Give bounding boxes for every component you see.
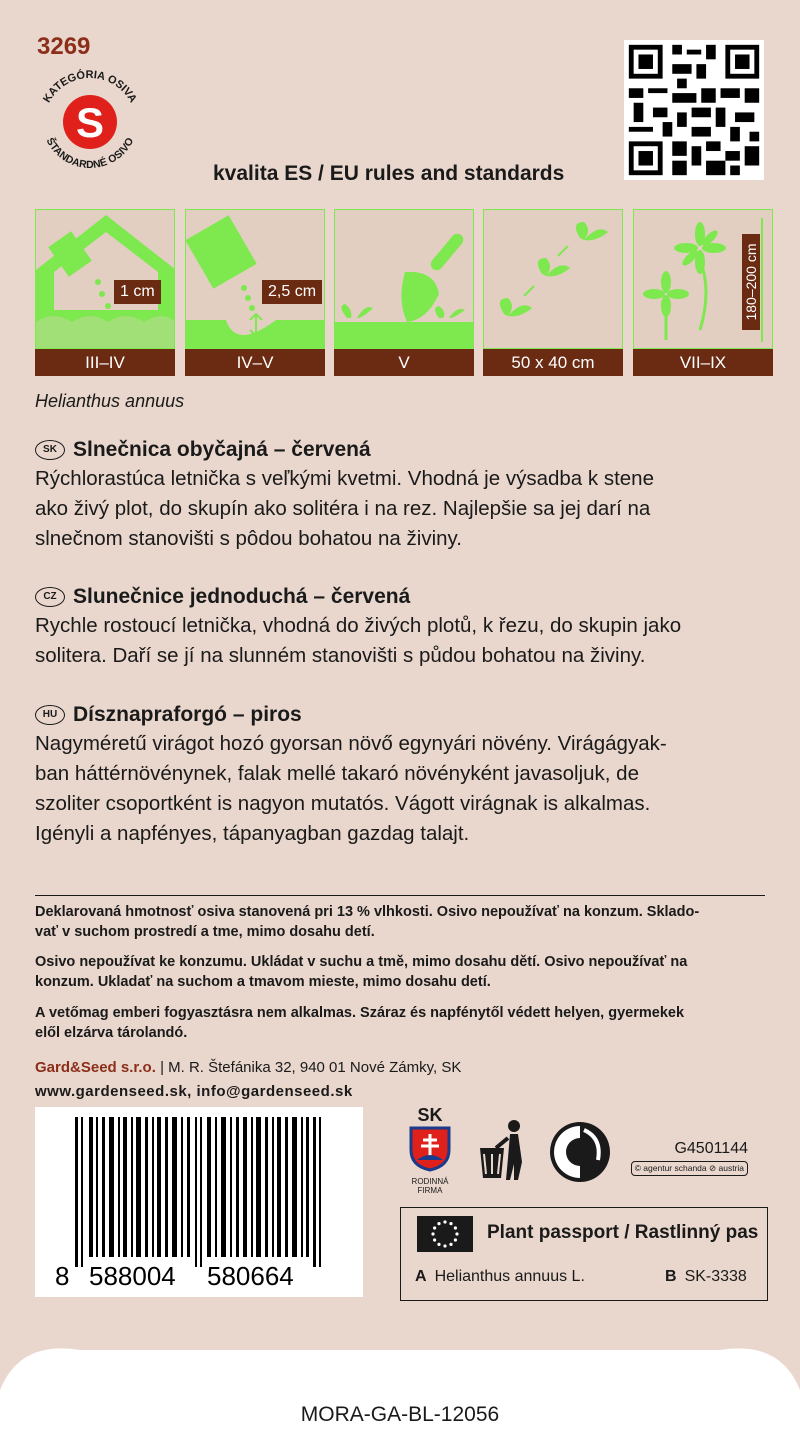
step-period: VII–IX xyxy=(633,349,773,376)
step-period: IV–V xyxy=(185,349,325,376)
step-indoor-sowing xyxy=(35,209,175,376)
sowing-depth-label: 1 cm xyxy=(114,280,161,304)
description-line: slnečnom stanovišti s pôdou bohatou na živiny. xyxy=(35,527,462,550)
step-spacing xyxy=(483,209,623,376)
seed-category-badge xyxy=(30,62,150,182)
section-sk xyxy=(35,438,775,554)
height-label-box xyxy=(742,234,760,330)
agency-code: G4501144 xyxy=(674,1140,748,1157)
step-period: III–IV xyxy=(35,349,175,376)
quality-statement: kvalita ES / EU rules and standards xyxy=(213,162,565,185)
passport-a-value: Helianthus annuus L. xyxy=(434,1268,585,1285)
badge-letter: S xyxy=(75,99,105,146)
language-badge: CZ xyxy=(35,587,65,607)
description-line: solitera. Daří se jí na slunném stanovišti s půdou bohatou na živiny. xyxy=(35,644,646,667)
passport-b xyxy=(665,1268,747,1286)
description-line: szoliter csoportként is nagyon mutatós. Vágott virágnak is alkalmas. xyxy=(35,792,651,815)
note-line: elől elzárva tárolandó. xyxy=(35,1025,188,1041)
description-line: ban háttérnövénynek, falak mellé takaró növényként javasoljuk, de xyxy=(35,762,639,785)
trowel-icon xyxy=(335,210,474,349)
language-badge: HU xyxy=(35,705,65,725)
passport-a-label: A xyxy=(415,1268,427,1285)
plant-passport xyxy=(400,1207,768,1301)
step-spacing-label: 50 x 40 cm xyxy=(483,349,623,376)
bottom-white-area xyxy=(0,1330,800,1449)
note-sk xyxy=(35,902,765,942)
note-line: Osivo nepoužívat ke konzumu. Ukládat v suchu a tmě, mimo dosahu dětí. Osivo nepoužívať na xyxy=(35,954,688,970)
company-web: www.gardenseed.sk, info@gardenseed.sk xyxy=(35,1083,353,1100)
note-hu xyxy=(35,1003,765,1043)
passport-a xyxy=(415,1268,585,1286)
section-hu xyxy=(35,703,775,849)
plant-height-label: 180–200 cm xyxy=(743,243,759,321)
barcode-icon xyxy=(35,1107,363,1297)
section-title: Slunečnice jednoduchá – červená xyxy=(73,585,411,608)
description-line: Rýchlorastúca letnička s veľkými kvetmi. Vhodná je výsadba k stene xyxy=(35,467,654,490)
note-line: A vetőmag emberi fogyasztásra nem alkalmas. Száraz és napfénytől védett helyen, gyermekek xyxy=(35,1005,685,1021)
passport-b-value: SK-3338 xyxy=(684,1268,747,1285)
agency-block xyxy=(628,1140,748,1176)
print-code: MORA-GA-BL-12056 xyxy=(300,1403,500,1426)
product-code: 3269 xyxy=(37,33,91,60)
step-period: V xyxy=(334,349,474,376)
latin-name: Helianthus annuus xyxy=(35,391,185,411)
description-line: Rychle rostoucí letnička, vhodná do živých plotů, k řezu, do skupin jako xyxy=(35,614,682,637)
family-firm-label: RODINNÁ FIRMA xyxy=(411,1177,449,1195)
description-line: ako živý plot, do skupín ako solitéra i na rez. Najlepšie sa jej darí na xyxy=(35,497,651,520)
language-badge: SK xyxy=(35,440,65,460)
sk-label: SK xyxy=(417,1105,443,1125)
slovak-shield-icon xyxy=(409,1126,451,1172)
sk-family-badge xyxy=(400,1105,460,1195)
note-line: vať v suchom prostredí a tme, mimo dosahu detí. xyxy=(35,924,375,940)
section-cz xyxy=(35,585,775,671)
description-line: Igényli a napfényes, tápanyagban gazdag talajt. xyxy=(35,822,470,845)
passport-title: Plant passport / Rastlinný pas xyxy=(487,1222,759,1243)
agency-name: © agentur schanda ⊘ austria xyxy=(631,1161,748,1176)
tidy-man-icon xyxy=(474,1118,530,1182)
step-flowering xyxy=(633,209,773,376)
section-title: Slnečnica obyčajná – červená xyxy=(73,438,371,461)
step-direct-sowing xyxy=(185,209,325,376)
sowing-depth-label: 2,5 cm xyxy=(262,280,322,304)
barcode-digits-left: 588004 xyxy=(89,1261,176,1291)
barcode-digit-first: 8 xyxy=(55,1261,70,1291)
divider xyxy=(35,895,765,896)
badge-bottom-text: ŠTANDARDNÉ OSIVO xyxy=(43,135,137,172)
badge-top-text: KATEGÓRIA OSIVA xyxy=(41,68,139,105)
green-dot-icon xyxy=(548,1120,612,1184)
company-name: Gard&Seed s.r.o. xyxy=(35,1059,156,1076)
section-title: Dísznapraforgó – piros xyxy=(73,703,302,726)
plant-spacing-icon xyxy=(484,210,623,349)
company-address: M. R. Štefánika 32, 940 01 Nové Zámky, SK xyxy=(168,1059,462,1076)
step-transplant xyxy=(334,209,474,376)
barcode-digits-right: 580664 xyxy=(207,1261,294,1291)
eu-flag-icon xyxy=(417,1216,473,1252)
description-line: Nagyméretű virágot hozó gyorsan növő egynyári növény. Virágágyak- xyxy=(35,732,667,755)
note-cz xyxy=(35,952,765,992)
barcode xyxy=(35,1107,363,1297)
note-line: konzum. Ukladať na suchom a tmavom mieste, mimo dosahu detí. xyxy=(35,974,491,990)
company-info: Gard&Seed s.r.o. | M. R. Štefánika 32, 940 01 Nové Zámky, SK xyxy=(35,1059,462,1076)
note-line: Deklarovaná hmotnosť osiva stanovená pri 13 % vlhkosti. Osivo nepoužívať na konzum. Sklado- xyxy=(35,904,700,920)
qr-code-icon xyxy=(624,40,764,180)
passport-b-label: B xyxy=(665,1268,677,1285)
